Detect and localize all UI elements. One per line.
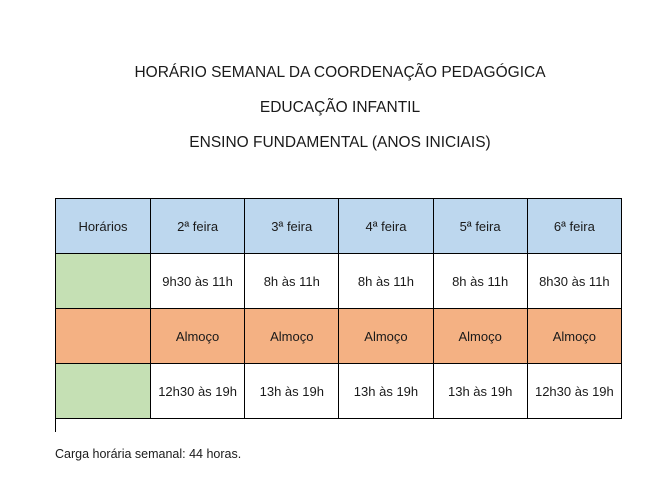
header-cell-tuesday: 3ª feira	[245, 199, 339, 254]
table-cell-monday-afternoon: 12h30 às 19h	[151, 364, 245, 419]
table-cell-friday-lunch: Almoço	[527, 309, 621, 364]
table-cell-thursday-lunch: Almoço	[433, 309, 527, 364]
header-cell-friday: 6ª feira	[527, 199, 621, 254]
header-cell-thursday: 5ª feira	[433, 199, 527, 254]
row-label-cell-morning	[56, 254, 151, 309]
table-cell-wednesday-lunch: Almoço	[339, 309, 433, 364]
header-cell-horarios: Horários	[56, 199, 151, 254]
row-label-cell-lunch	[56, 309, 151, 364]
table-cell-friday-morning: 8h30 às 11h	[527, 254, 621, 309]
row-label-cell-afternoon	[56, 364, 151, 419]
document-subtitle-education-level: EDUCAÇÃO INFANTIL	[259, 99, 421, 116]
table-cell-monday-lunch: Almoço	[151, 309, 245, 364]
weekly-workload-note: Carga horária semanal: 44 horas.	[55, 447, 242, 461]
header-cell-monday: 2ª feira	[151, 199, 245, 254]
table-row-morning	[56, 254, 622, 309]
table-cell-friday-afternoon: 12h30 às 19h	[527, 364, 621, 419]
table-cell-wednesday-afternoon: 13h às 19h	[339, 364, 433, 419]
table-row-lunch	[56, 309, 622, 364]
header-cell-wednesday: 4ª feira	[339, 199, 433, 254]
table-cell-monday-morning: 9h30 às 11h	[151, 254, 245, 309]
table-cell-tuesday-lunch: Almoço	[245, 309, 339, 364]
table-header-row	[56, 199, 622, 254]
table-cell-tuesday-morning: 8h às 11h	[245, 254, 339, 309]
table-cell-wednesday-morning: 8h às 11h	[339, 254, 433, 309]
table-cell-tuesday-afternoon: 13h às 19h	[245, 364, 339, 419]
document-subtitle-school-stage: ENSINO FUNDAMENTAL (ANOS INICIAIS)	[189, 134, 491, 151]
table-cell-thursday-morning: 8h às 11h	[433, 254, 527, 309]
text-cursor	[55, 416, 56, 432]
table-cell-thursday-afternoon: 13h às 19h	[433, 364, 527, 419]
document-title: HORÁRIO SEMANAL DA COORDENAÇÃO PEDAGÓGICA	[134, 64, 546, 81]
table-row-afternoon	[56, 364, 622, 419]
weekly-schedule-table	[55, 198, 622, 419]
